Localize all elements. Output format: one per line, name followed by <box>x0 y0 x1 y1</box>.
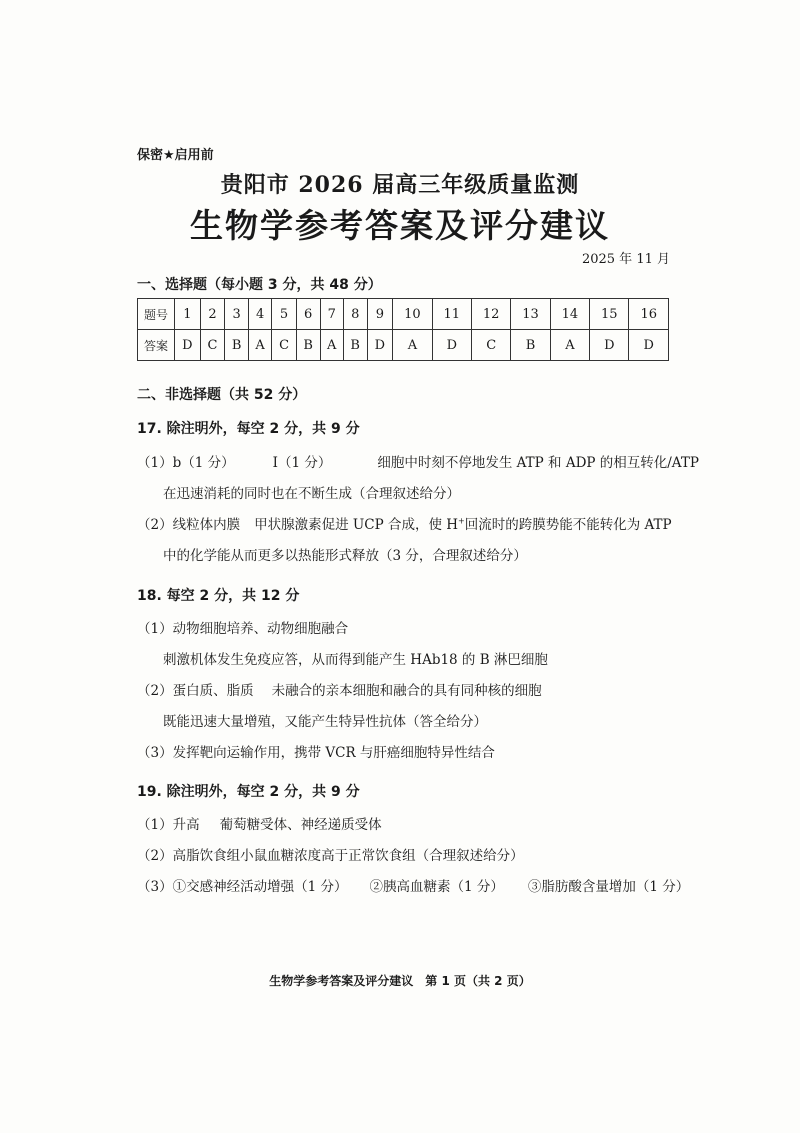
q17-heading: 17. 除注明外，每空 2 分，共 9 分 <box>137 421 360 437</box>
question-number: 5 <box>272 299 297 330</box>
q17-answer-2b: 甲状腺激素促进 UCP 合成，使 H <box>254 517 459 533</box>
answer-table <box>137 298 669 361</box>
row-label-answer: 答案 <box>138 330 175 361</box>
q18-line-4: 既能迅速大量增殖，又能产生特异性抗体（答全给分） <box>163 714 487 730</box>
q19-answer-1b: 葡萄糖受体、神经递质受体 <box>219 817 382 833</box>
q19-answer-3a: （3）①交感神经活动增强（1 分） <box>137 879 348 895</box>
q19-answer-3b: ②胰高血糖素（1 分） <box>369 879 504 895</box>
exam-title: 贵阳市 2026 届高三年级质量监测 <box>220 172 580 198</box>
question-number: 14 <box>550 299 589 330</box>
row-label-number: 题号 <box>138 299 175 330</box>
answer-cell: D <box>432 330 471 361</box>
answer-cell: C <box>200 330 225 361</box>
question-number: 1 <box>175 299 201 330</box>
answer-cell: B <box>296 330 320 361</box>
answer-cell: B <box>511 330 550 361</box>
document-title: 生物学参考答案及评分建议 <box>190 206 610 245</box>
question-number: 2 <box>200 299 225 330</box>
answer-cell: B <box>225 330 249 361</box>
q19-answer-1a: （1）升高 <box>137 817 200 833</box>
q17-answer-1c: 细胞中时刻不停地发生 ATP 和 ADP 的相互转化/ATP <box>377 455 699 471</box>
q17-answer-2a: （2）线粒体内膜 <box>137 517 241 533</box>
answer-cell: D <box>629 330 669 361</box>
page-footer: 生物学参考答案及评分建议 第 1 页（共 2 页） <box>269 974 531 988</box>
question-number: 7 <box>320 299 343 330</box>
section-1-title: 一、选择题（每小题 3 分，共 48 分） <box>137 277 382 293</box>
question-number: 3 <box>225 299 249 330</box>
answer-cell: D <box>590 330 629 361</box>
question-number: 8 <box>343 299 367 330</box>
q18-line-3 <box>137 679 542 699</box>
q17-answer-1a: （1）b（1 分） <box>137 455 235 471</box>
answer-cell: A <box>393 330 432 361</box>
answer-cell: D <box>367 330 393 361</box>
question-number: 6 <box>296 299 320 330</box>
q19-heading: 19. 除注明外，每空 2 分，共 9 分 <box>137 784 360 800</box>
q19-line-2: （2）高脂饮食组小鼠血糖浓度高于正常饮食组（合理叙述给分） <box>137 848 524 864</box>
question-number: 16 <box>629 299 669 330</box>
question-number: 10 <box>393 299 432 330</box>
q18-answer-2b: 未融合的亲本细胞和融合的具有同种核的细胞 <box>271 683 542 699</box>
q17-answer-1b: Ⅰ（1 分） <box>272 455 332 471</box>
q17-line-2: 在迅速消耗的同时也在不断生成（合理叙述给分） <box>163 486 460 502</box>
answer-cell: D <box>175 330 201 361</box>
q17-line-4: 中的化学能从而更多以热能形式释放（3 分，合理叙述给分） <box>163 548 527 564</box>
answer-cell: C <box>471 330 510 361</box>
answer-cell: B <box>343 330 367 361</box>
q17-line-1 <box>137 451 699 471</box>
question-number: 13 <box>511 299 550 330</box>
answer-cell: A <box>248 330 271 361</box>
q18-line-5: （3）发挥靶向运输作用，携带 VCR 与肝癌细胞特异性结合 <box>137 745 495 761</box>
q19-line-3 <box>137 875 689 895</box>
question-number: 12 <box>471 299 510 330</box>
answer-cell: A <box>320 330 343 361</box>
q18-line-1: （1）动物细胞培养、动物细胞融合 <box>137 621 349 637</box>
q18-answer-2a: （2）蛋白质、脂质 <box>137 683 254 699</box>
question-number: 11 <box>432 299 471 330</box>
hydrogen-ion-charge: + <box>458 516 465 526</box>
answer-cell: A <box>550 330 589 361</box>
q19-answer-3c: ③脂肪酸含量增加（1 分） <box>527 879 690 895</box>
answer-row <box>138 330 669 361</box>
confidential-label: 保密★启用前 <box>137 148 214 163</box>
question-number: 15 <box>590 299 629 330</box>
section-2-title: 二、非选择题（共 52 分） <box>137 387 307 403</box>
q17-answer-2c: 回流时的跨膜势能不能转化为 ATP <box>464 517 672 533</box>
question-number: 9 <box>367 299 393 330</box>
q19-line-1 <box>137 813 382 833</box>
question-number-row <box>138 299 669 330</box>
q18-line-2: 刺激机体发生免疫应答，从而得到能产生 HAb18 的 B 淋巴细胞 <box>163 652 548 668</box>
answer-cell: C <box>272 330 297 361</box>
q18-heading: 18. 每空 2 分，共 12 分 <box>137 588 300 604</box>
q17-line-3 <box>137 513 672 533</box>
document-date: 2025 年 11 月 <box>581 252 670 267</box>
question-number: 4 <box>248 299 271 330</box>
